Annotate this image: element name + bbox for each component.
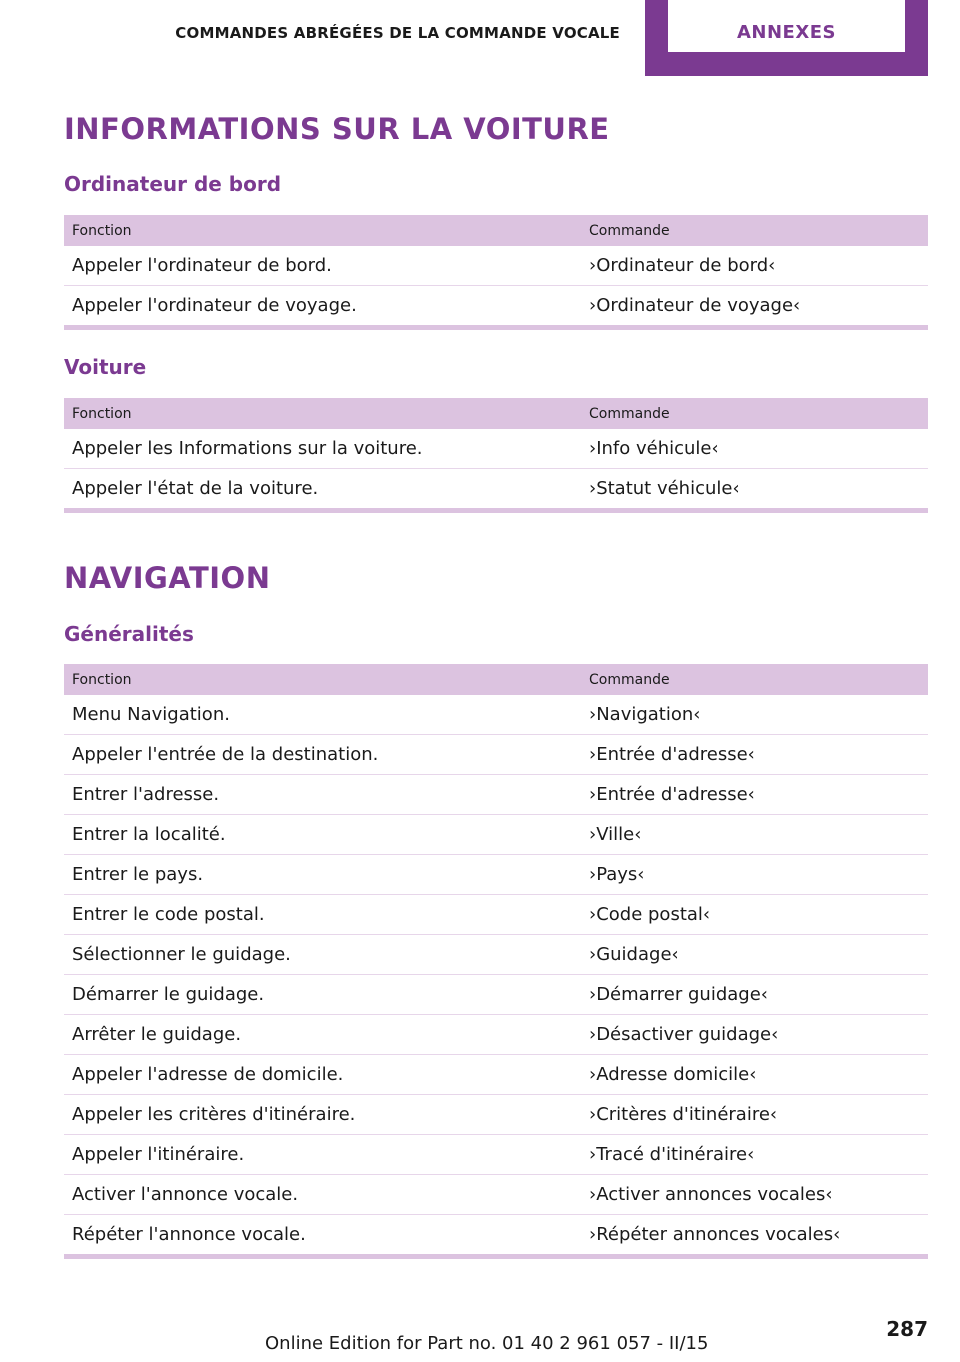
table-row — [64, 895, 928, 935]
function-cell: Appeler les Informations sur la voiture. — [64, 429, 581, 469]
command-cell: ›Pays‹ — [581, 855, 928, 895]
page-number: 287 — [886, 1317, 928, 1341]
command-cell: ›Ordinateur de bord‹ — [581, 246, 928, 286]
table-row — [64, 1135, 928, 1175]
table-header-row — [64, 664, 928, 695]
table-row — [64, 286, 928, 328]
function-cell: Menu Navigation. — [64, 695, 581, 735]
function-cell: Appeler l'ordinateur de voyage. — [72, 295, 357, 316]
command-cell: ›Entrée d'adresse‹ — [581, 735, 928, 775]
command-cell: ›Répéter annonces vocales‹ — [589, 1224, 841, 1245]
table-row — [64, 1095, 928, 1135]
table-row — [64, 1015, 928, 1055]
function-cell: Démarrer le guidage. — [64, 975, 581, 1015]
table-header-row — [64, 215, 928, 246]
table-row — [64, 735, 928, 775]
table-row — [64, 1175, 928, 1215]
running-header-title: COMMANDES ABRÉGÉES DE LA COMMANDE VOCALE — [175, 24, 620, 42]
function-cell: Appeler l'adresse de domicile. — [64, 1055, 581, 1095]
table-row — [64, 469, 928, 511]
command-cell: ›Désactiver guidage‹ — [581, 1015, 928, 1055]
table-row — [64, 1055, 928, 1095]
subsection-title-onboard-computer: Ordinateur de bord — [64, 172, 282, 196]
command-cell: ›Ville‹ — [581, 815, 928, 855]
function-cell: Appeler l'ordinateur de bord. — [64, 246, 581, 286]
column-header-function: Fonction — [64, 398, 581, 429]
column-header-command: Commande — [581, 215, 928, 246]
function-cell: Sélectionner le guidage. — [64, 935, 581, 975]
table-row — [64, 775, 928, 815]
section-title-navigation: NAVIGATION — [64, 561, 271, 595]
section-title-car-info: INFORMATIONS SUR LA VOITURE — [64, 112, 610, 146]
column-header-function: Fonction — [64, 664, 581, 695]
table-row — [64, 246, 928, 286]
table-row — [64, 935, 928, 975]
column-header-command: Commande — [581, 398, 928, 429]
function-cell: Activer l'annonce vocale. — [64, 1175, 581, 1215]
chapter-tab-inner — [668, 0, 905, 52]
command-table-car — [64, 398, 928, 513]
function-cell: Entrer le pays. — [64, 855, 581, 895]
table-row — [64, 1215, 928, 1257]
function-cell: Appeler l'itinéraire. — [64, 1135, 581, 1175]
command-cell: ›Ordinateur de voyage‹ — [589, 295, 801, 316]
command-cell: ›Code postal‹ — [581, 895, 928, 935]
table-row — [64, 815, 928, 855]
function-cell: Appeler les critères d'itinéraire. — [64, 1095, 581, 1135]
command-cell: ›Entrée d'adresse‹ — [581, 775, 928, 815]
command-cell: ›Guidage‹ — [581, 935, 928, 975]
command-cell: ›Adresse domicile‹ — [581, 1055, 928, 1095]
command-cell: ›Info véhicule‹ — [581, 429, 928, 469]
command-cell: ›Tracé d'itinéraire‹ — [581, 1135, 928, 1175]
function-cell: Appeler l'entrée de la destination. — [64, 735, 581, 775]
command-cell: ›Navigation‹ — [581, 695, 928, 735]
table-header-row — [64, 398, 928, 429]
function-cell: Répéter l'annonce vocale. — [72, 1224, 306, 1245]
function-cell: Entrer le code postal. — [64, 895, 581, 935]
function-cell: Appeler l'état de la voiture. — [72, 478, 319, 499]
table-row — [64, 429, 928, 469]
table-row — [64, 695, 928, 735]
chapter-tab[interactable] — [645, 0, 928, 76]
footer-edition: Online Edition for Part no. 01 40 2 961 057 - II/15 — [265, 1333, 709, 1354]
table-row — [64, 975, 928, 1015]
command-cell: ›Statut véhicule‹ — [589, 478, 740, 499]
function-cell: Arrêter le guidage. — [64, 1015, 581, 1055]
column-header-function: Fonction — [64, 215, 581, 246]
command-cell: ›Critères d'itinéraire‹ — [581, 1095, 928, 1135]
table-row — [64, 855, 928, 895]
command-cell: ›Démarrer guidage‹ — [581, 975, 928, 1015]
subsection-title-car: Voiture — [64, 355, 147, 379]
function-cell: Entrer la localité. — [64, 815, 581, 855]
chapter-tab-label: ANNEXES — [737, 22, 836, 43]
function-cell: Entrer l'adresse. — [64, 775, 581, 815]
subsection-title-general: Généralités — [64, 622, 194, 646]
command-table-navigation — [64, 664, 928, 1259]
command-table-onboard-computer — [64, 215, 928, 330]
command-cell: ›Activer annonces vocales‹ — [581, 1175, 928, 1215]
column-header-command: Commande — [581, 664, 928, 695]
